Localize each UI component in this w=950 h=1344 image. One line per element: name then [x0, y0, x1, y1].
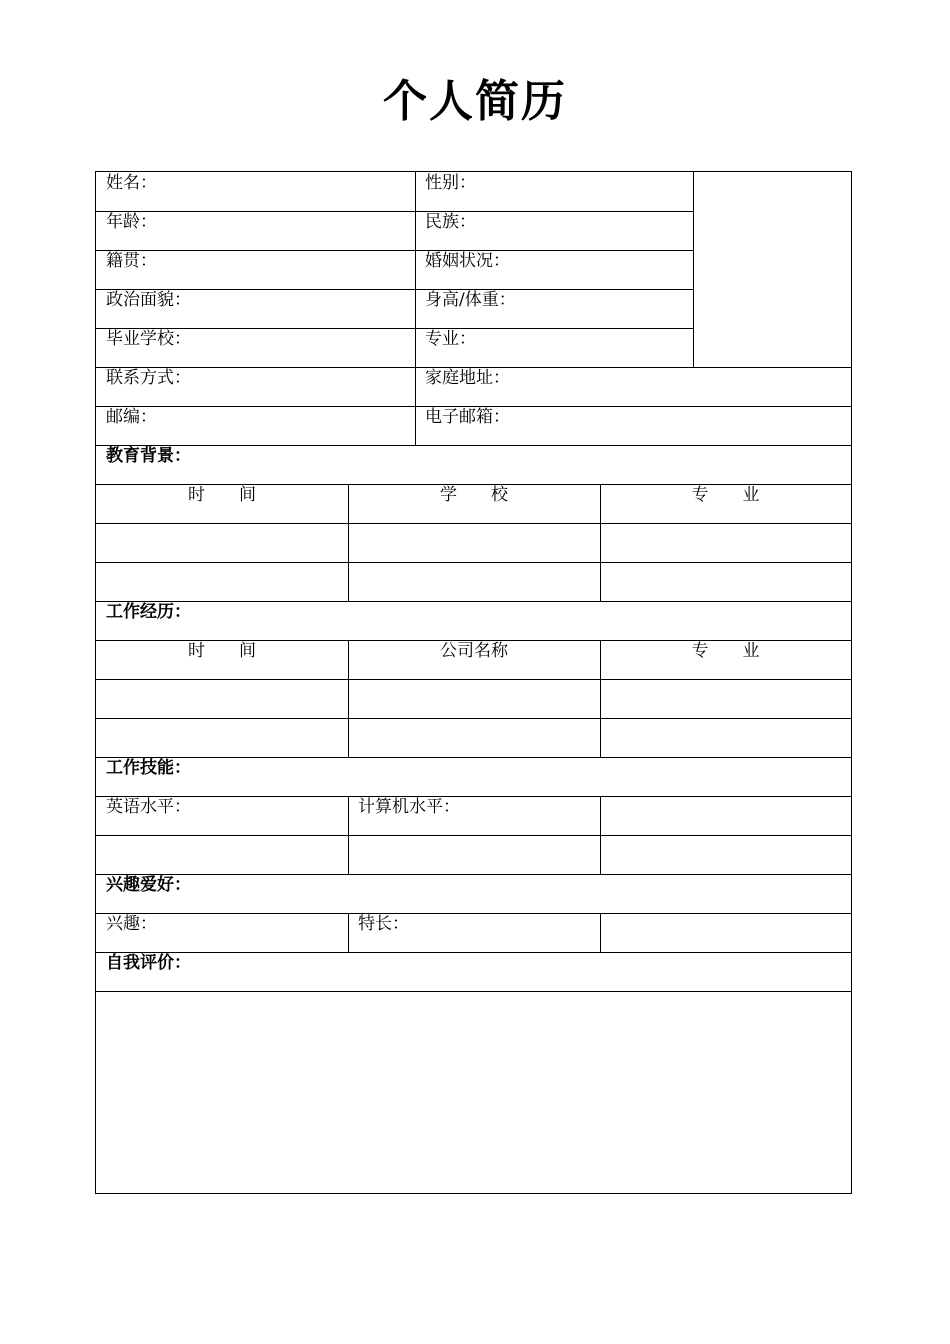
- row-divider: [96, 523, 851, 524]
- photo-cell: [694, 172, 851, 367]
- interest-label: 兴趣：: [106, 914, 157, 934]
- page-title: 个人简历: [383, 76, 567, 127]
- col-divider: [348, 913, 349, 952]
- education-col-time: 时 间: [188, 485, 256, 505]
- row-divider: [96, 445, 851, 446]
- english-level-label: 英语水平：: [106, 797, 191, 817]
- row-divider: [96, 679, 851, 680]
- row-divider: [96, 562, 851, 563]
- hobbies-heading: 兴趣爱好：: [106, 875, 191, 895]
- contact-label: 联系方式：: [106, 368, 191, 388]
- self-evaluation-area: [96, 992, 851, 1193]
- name-label: 姓名：: [106, 173, 157, 193]
- education-col-major: 专 业: [691, 485, 760, 505]
- skills-heading: 工作技能：: [106, 758, 191, 778]
- row-divider: [96, 601, 851, 602]
- row-divider: [96, 757, 851, 758]
- work-col-time: 时 间: [188, 641, 256, 661]
- gender-label: 性别：: [425, 173, 476, 193]
- row-divider: [96, 874, 851, 875]
- col-divider: [415, 172, 416, 445]
- marital-status-label: 婚姻状况：: [425, 251, 510, 271]
- self-evaluation-heading: 自我评价：: [106, 953, 191, 973]
- specialty-label: 特长：: [358, 914, 409, 934]
- row-divider: [96, 250, 693, 251]
- col-divider: [600, 913, 601, 952]
- graduated-school-label: 毕业学校：: [106, 329, 191, 349]
- resume-table: [95, 171, 852, 1194]
- native-place-label: 籍贯：: [106, 251, 157, 271]
- work-col-company: 公司名称: [440, 641, 508, 661]
- postcode-label: 邮编：: [106, 407, 157, 427]
- home-address-label: 家庭地址：: [425, 368, 510, 388]
- row-divider: [96, 835, 851, 836]
- row-divider: [96, 952, 851, 953]
- computer-level-label: 计算机水平：: [358, 797, 460, 817]
- work-heading: 工作经历：: [106, 602, 191, 622]
- email-label: 电子邮箱：: [425, 407, 510, 427]
- political-status-label: 政治面貌：: [106, 290, 191, 310]
- work-col-major: 专 业: [691, 641, 760, 661]
- education-col-school: 学 校: [440, 485, 508, 505]
- education-heading: 教育背景：: [106, 446, 191, 466]
- ethnicity-label: 民族：: [425, 212, 476, 232]
- row-divider: [96, 913, 851, 914]
- height-weight-label: 身高/体重：: [425, 290, 516, 310]
- row-divider: [96, 796, 851, 797]
- col-divider: [600, 796, 601, 874]
- col-divider: [348, 796, 349, 874]
- age-label: 年龄：: [106, 212, 157, 232]
- major-label: 专业：: [425, 329, 476, 349]
- row-divider: [96, 718, 851, 719]
